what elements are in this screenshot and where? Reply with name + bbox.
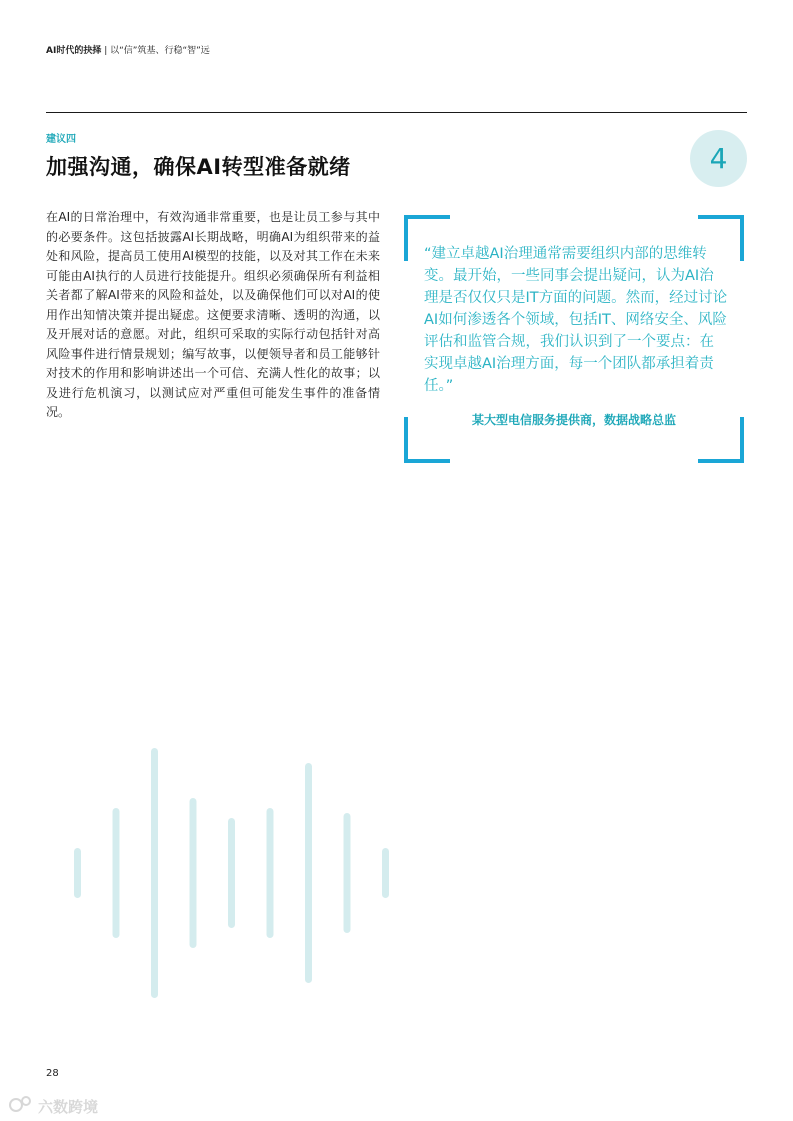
section-number: 4 xyxy=(709,142,728,175)
page-title: 加强沟通，确保AI转型准备就绪 xyxy=(46,155,351,179)
wave-bar xyxy=(344,813,351,933)
wave-bar xyxy=(267,808,274,938)
watermark-logo-icon xyxy=(8,1094,34,1116)
wave-bar xyxy=(190,798,197,948)
sound-wave-decoration xyxy=(60,745,400,1005)
wave-bar xyxy=(382,848,389,898)
quote-source: 某大型电信服务提供商，数据战略总监 xyxy=(471,413,676,427)
running-header xyxy=(46,43,210,56)
wave-bar xyxy=(228,818,235,928)
watermark-text: 六数跨境 xyxy=(38,1098,99,1116)
section-label: 建议四 xyxy=(46,134,76,145)
wave-bar xyxy=(113,808,120,938)
wave-bar xyxy=(305,763,312,983)
header-subtitle: 以“信”筑基、行稳“智”远 xyxy=(110,46,210,56)
wave-bar xyxy=(74,848,81,898)
header-title: AI时代的抉择 xyxy=(46,46,102,56)
page-number: 28 xyxy=(46,1068,59,1079)
section-number-badge xyxy=(690,130,747,187)
quote-text: “建立卓越AI治理通常需要组织内部的思维转变。最开始，一些同事会提出疑问，认为AI治理是否仅仅只是IT方面的问题。然而，经过讨论AI如何渗透各个领域，包括IT、网络安全、风险评估和监管合规，我们认识到了一个要点：在实现卓越AI治理方面，每一个团队都承担着责任。” xyxy=(424,246,728,394)
body-paragraph: 在AI的日常治理中，有效沟通非常重要，也是让员工参与其中的必要条件。这包括披露AI长期战略，明确AI为组织带来的益处和风险，提高员工使用AI模型的技能，以及对其工作在未来可能由AI执行的人员进行技能提升。组织必须确保所有利益相关者都了解AI带来的风险和益处，以及确保他们可以对AI的使用作出知情决策并提出疑虑。这便要求清晰、透明的沟通，以及开展对话的意愿。对此，组织可采取的实际行动包括针对高风险事件进行情景规划；编写故事，以便领导者和员工能够针对技术的作用和影响讲述出一个可信、充满人性化的故事；以及进行危机演习，以测试应对严重但可能发生事件的准备情况。 xyxy=(46,210,380,419)
pull-quote xyxy=(404,215,744,463)
header-separator: | xyxy=(104,46,108,56)
header-divider xyxy=(46,112,747,113)
watermark xyxy=(8,1094,118,1118)
wave-bar xyxy=(151,748,158,998)
